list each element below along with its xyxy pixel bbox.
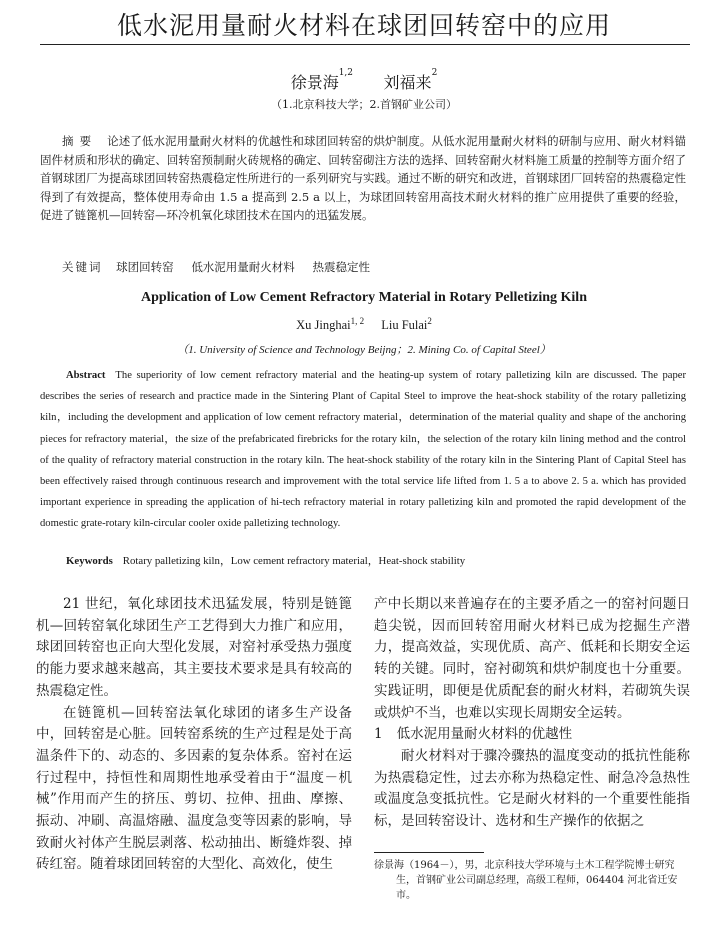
body-paragraph: 产中长期以来普遍存在的主要矛盾之一的窑衬问题日趋尖锐，因而回转窑用耐火材料已成为挖掘生产潜力，提高效益，实现优质、高产、低耗和长期安全运转的关键。同时，窑衬砌筑和烘炉制度也十分重要。实践证明，即便是优质配套的耐火材料，若砌筑失误或烘炉不当，也难以实现长周期安全运转。	[374, 596, 690, 721]
author-name-en: Liu Fulai	[381, 318, 428, 332]
title-divider	[40, 44, 690, 45]
body-paragraph: 21 世纪，氧化球团技术迅猛发展，特别是链篦机—回转窑氧化球团生产工艺得到大力推广和应用，球团回转窑也正向大型化发展，对窑衬承受热力强度的能力要求越来越高，其主要技术要求是具有较高的热震稳定性。	[36, 596, 352, 699]
abstract-en-label: Abstract	[66, 370, 106, 381]
author-affil-mark: 1,2	[338, 68, 354, 78]
author-affil-mark: 2	[431, 68, 438, 78]
abstract-cn-text: 论述了低水泥用量耐火材料的优越性和球团回转窑的烘炉制度。从低水泥用量耐火材料的研制与应用、耐火材料锚固件材质和形状的确定、回转窑预制耐火砖规格的确定、回转窑砌注方法的选择、回转窑耐火材料施工质量的控制等方面介绍了首钢球团厂为提高球团回转窑热震稳定性所进行的一系列研究与实践。通过不断的研究和改进，首钢球团厂回转窑的热震稳定性得到了有效提高，整体使用寿命由 1.5 a 提高到 2.5 a 以上，为球团回转窑用高技术耐火材料的推广应用提供了重要的经验，促进了链篦机—回转窑—环冷机氧化球团技术在国内的迅猛发展。	[40, 134, 687, 223]
abstract-en	[40, 365, 686, 535]
body-column-left	[36, 594, 352, 876]
author-name-en: Xu Jinghai	[296, 318, 351, 332]
paper-title-en: Application of Low Cement Refractory Material in Rotary Pelletizing Kiln	[141, 290, 587, 305]
keywords-en-text: Rotary palletizing kiln，Low cement refractory material，Heat-shock stability	[122, 555, 466, 567]
author-name: 刘福来	[383, 73, 432, 92]
author-affil-mark: 2	[427, 316, 432, 326]
body-paragraph: 在链篦机—回转窑法氧化球团的诸多生产设备中，回转窑是心脏。回转窑系统的生产过程是处于高温条件下的、动态的、多因素的复杂体系。窑衬在运行过程中，持恒性和周期性地承受着由于“温度－机械”作用而产生的挤压、剪切、拉伸、扭曲、摩擦、振动、冲刷、高温熔融、温度急变等因素的影响，导致耐火衬体产生脱层剥落、松动抽出、断缝炸裂、掉砖红窑。随着球团回转窑的大型化、高效化，使生	[36, 704, 352, 873]
section-title: 低水泥用量耐火材料的优越性	[396, 726, 573, 743]
keyword-cn: 球团回转窑	[116, 260, 174, 274]
keywords-en-label: Keywords	[66, 555, 113, 567]
keywords-cn	[62, 259, 682, 275]
abstract-cn	[40, 132, 686, 225]
affiliation-cn: （1.北京科技大学；2.首钢矿业公司）	[271, 98, 457, 111]
paper-title-cn: 低水泥用量耐火材料在球团回转窑中的应用	[116, 11, 611, 40]
section-heading	[374, 724, 690, 746]
footnote-divider	[374, 852, 484, 853]
abstract-en-text: The superiority of low cement refractory material and the heating-up system of rotary palletizing kiln are discussed. The paper describes the series of research and practice made in the Sintering Plant of Capital Steel to improve the heat-shock stability of the rotary palletizing kiln，including the development and application of low cement refractory material，determination of the material quality and shape of the anchoring pieces for refractory material，the size of the prefabricated firebricks for the rotary kiln，the selection of the rotary kiln lining method and the control of the quality of refractory material construction in the rotary kiln. The heat-shock stability of the rotary kiln in the Sintering Plant of Capital Steel has been effectively raised through continuous research and improvement with the total service life lifted from 1. 5 a to above 2. 5 a. which has provided important experience in spreading the application of hi-tech refractory material in rotary palletizing kiln and promoted the rapid development of the domestic grate-rotary kiln-circular cooler oxide palletizing technology.	[40, 370, 686, 530]
footnote-line: 生，首钢矿业公司副总经理，高级工程师，064404 河北省迁安市。	[396, 875, 678, 901]
keywords-en	[66, 553, 686, 568]
authors-cn	[0, 70, 728, 93]
footnote-line: 徐景海（1964－），男，北京科技大学环境与土木工程学院博士研究	[374, 860, 675, 871]
body-paragraph: 耐火材料对于骤冷骤热的温度变动的抵抗性能称为热震稳定性，过去亦称为热稳定性、耐急冷急热性或温度急变抵抗性。它是耐火材料的一个重要性能指标，是回转窑设计、选材和生产操作的依据之	[374, 747, 690, 830]
keywords-cn-label: 关键词	[62, 260, 103, 274]
author-affil-mark: 1, 2	[350, 316, 365, 326]
affiliation-en: （1. University of Science and Technology Beijng；2. Mining Co. of Capital Steel）	[177, 344, 551, 356]
section-number: 1	[374, 726, 383, 743]
keyword-cn: 热震稳定性	[312, 260, 370, 274]
author-footnote	[374, 858, 694, 903]
authors-en	[0, 318, 728, 333]
author-name: 徐景海	[290, 73, 339, 92]
body-column-right	[374, 594, 690, 833]
abstract-cn-label: 摘要	[62, 134, 98, 148]
keyword-cn: 低水泥用量耐火材料	[191, 260, 295, 274]
